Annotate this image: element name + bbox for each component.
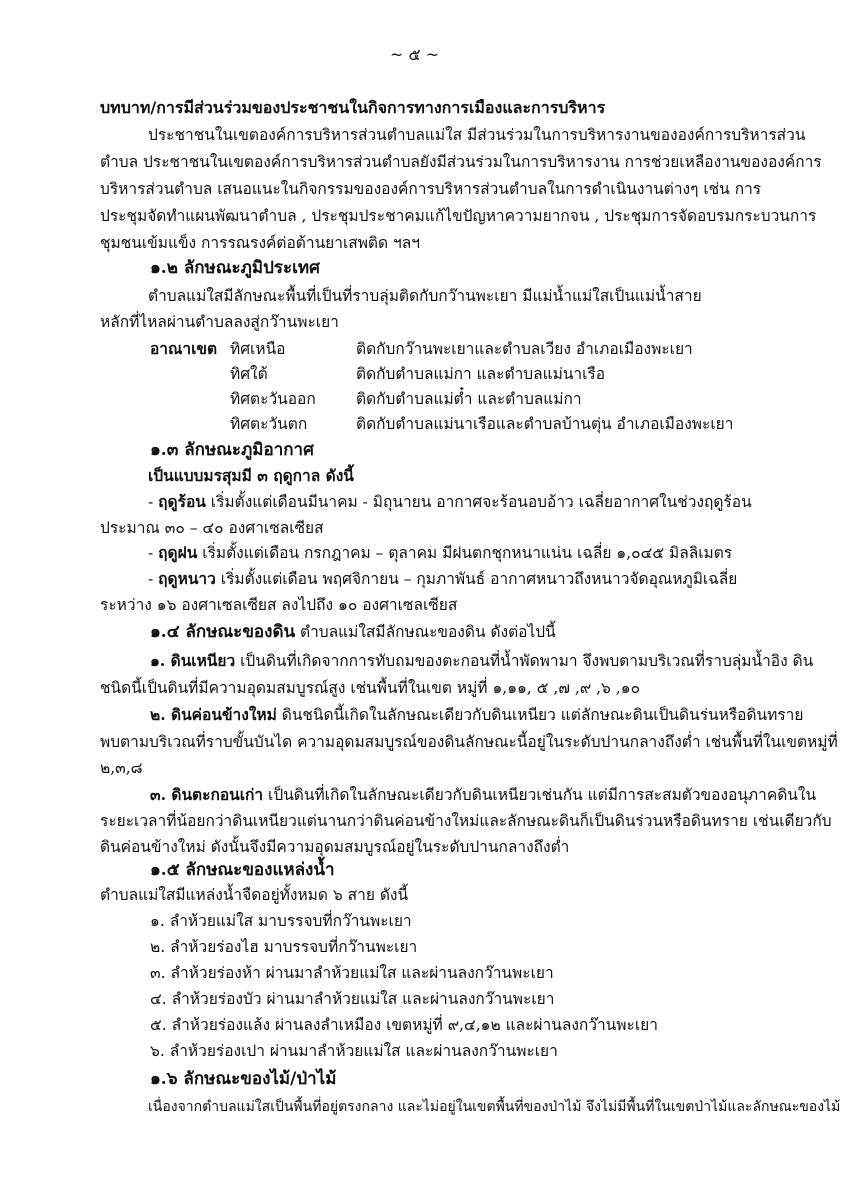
soil-line: ๒,๓,๘: [100, 759, 143, 777]
season-dash: -: [148, 544, 159, 562]
soil-text: เป็นดินที่เกิดในลักษณะเดียวกับดินเหนียวเช่นกัน แต่มีการสะสมตัวของอนุภาคดินใน: [263, 786, 817, 804]
boundary-direction: ทิศเหนือ: [230, 340, 286, 358]
season-name: ฤดูหนาว: [158, 569, 216, 588]
water-heading: ๑.๕ ลักษณะของแหล่งน้ำ: [150, 860, 335, 880]
soil-text: ดินชนิดนี้เกิดในลักษณะเดียวกับดินเหนียว แต่ลักษณะดินเป็นดินร่นหรือดินทราย: [276, 706, 804, 724]
boundary-description: ติดกับตำบลแม่กา และตำบลแม่นาเรือ: [356, 365, 606, 383]
season-continuation: ประมาณ ๓๐ – ๔๐ องศาเซลเซียส: [100, 519, 324, 537]
boundary-description: ติดกับตำบลแม่นาเรือและตำบลบ้านตุ่น อำเภอเมืองพะเยา: [356, 415, 734, 433]
soil-heading: ๑.๔ ลักษณะของดิน: [150, 622, 296, 642]
role-line: ชุมชนเข้มแข็ง การรณรงค์ต่อต้านยาเสพติด ฯลฯ: [100, 234, 420, 252]
geography-line: ตำบลแม่ใสมีลักษณะพื้นที่เป็นที่ราบลุ่มติดกับกว๊านพะเยา มีแม่น้ำแม่ใสเป็นแม่น้ำสาย: [148, 287, 702, 305]
season-text: เริ่มตั้งแต่เดือนมีนาคม - มิถุนายน อากาศจะร้อนอบอ้าว เฉลี่ยอากาศในช่วงฤดูร้อน: [205, 493, 752, 511]
water-item: ๒. ลำห้วยร่องไฮ มาบรรจบที่กว๊านพะเยา: [150, 938, 418, 956]
forest-heading: ๑.๖ ลักษณะของไม้/ป่าไม้: [150, 1069, 337, 1089]
soil-text: เป็นดินที่เกิดจากการทับถมของตะกอนที่น้ำพัดพามา จึงพบตามบริเวณที่ราบลุ่มน้ำอิง ดิน: [235, 652, 814, 670]
water-item: ๖. ลำห้วยร่องเปา ผ่านมาลำห้วยแม่ใส และผ่านลงกว๊านพะเยา: [150, 1042, 558, 1060]
climate-heading: ๑.๓ ลักษณะภูมิอากาศ: [150, 440, 314, 460]
boundary-label: อาณาเขต: [150, 339, 218, 358]
water-item: ๔. ลำห้วยร่องบัว ผ่านมาลำห้วยแม่ใส และผ่านลงกว๊านพะเยา: [150, 990, 555, 1008]
page-number: ~ ๕ ~: [390, 45, 440, 64]
boundary-description: ติดกับกว๊านพะเยาและตำบลเวียง อำเภอเมืองพะเยา: [356, 340, 693, 358]
boundary-direction: ทิศตะวันตก: [230, 415, 308, 433]
role-heading: บทบาท/การมีส่วนร่วมของประชาชนในกิจการทางการเมืองและการบริหาร: [100, 98, 606, 117]
season-name: ฤดูร้อน: [158, 492, 206, 511]
forest-line: เนื่องจากตำบลแม่ใสเป็นพื้นที่อยู่ตรงกลาง และไม่อยู่ในเขตพื้นที่ของป่าไม้ จึงไม่มีพื้นที่ในเขตป่าไม้และลักษณะของไม้: [148, 1099, 841, 1115]
water-item: ๑. ลำห้วยแม่ใส มาบรรจบที่กว๊านพะเยา: [150, 912, 412, 930]
season-summer: [148, 492, 752, 512]
season-dash: -: [148, 493, 159, 511]
role-line: ประชาชนในเขตองค์การบริหารส่วนตำบลแม่ใส มีส่วนร่วมในการบริหารงานขององค์การบริหารส่วน: [148, 126, 806, 144]
soil-line: ดินค่อนข้างใหม่ ดังนั้นจึงมีความอุดมสมบูรณ์อยู่ในระดับปานกลางถึงต่ำ: [100, 838, 570, 856]
boundary-direction: ทิศใต้: [230, 365, 268, 383]
soil-item: [150, 651, 813, 671]
season-continuation: ระหว่าง ๑๖ องศาเซลเซียส ลงไปถึง ๑๐ องศาเซลเซียส: [100, 596, 458, 614]
season-name: ฤดูฝน: [158, 543, 198, 562]
season-text: เริ่มตั้งแต่เดือน พฤศจิกายน – กุมภาพันธ์ อากาศหนาวถึงหนาวจัดอุณหภูมิเฉลี่ย: [215, 570, 738, 588]
role-line: บริหารส่วนตำบล เสนอแนะในกิจกรรมขององค์การบริหารส่วนตำบลในการดำเนินงานต่างๆ เช่น การ: [100, 180, 762, 198]
water-intro: ตำบลแม่ใสมีแหล่งน้ำจืดอยู่ทั้งหมด ๖ สาย ดังนี้: [100, 886, 409, 904]
role-line: ตำบล ประชาชนในเขตองค์การบริหารส่วนตำบลยังมีส่วนร่วมในการบริหารงาน การช่วยเหลืองานขององค์การ: [100, 153, 822, 171]
soil-item: [150, 705, 803, 725]
water-item: ๕. ลำห้วยร่องแล้ง ผ่านลงลำเหมือง เขตหมู่ที่ ๙,๔,๑๒ และผ่านลงกว๊านพะเยา: [150, 1016, 658, 1034]
season-dash: -: [148, 570, 159, 588]
soil-name: ๓. ดินตะกอนเก่า: [150, 785, 264, 804]
soil-line: ชนิดนี้เป็นดินที่มีความอุดมสมบูรณ์สูง เช่นพื้นที่ในเขต หมู่ที่ ๑,๑๑, ๕ ,๗ ,๙ ,๖ ,๑๐: [100, 679, 641, 697]
geography-heading: ๑.๒ ลักษณะภูมิประเทศ: [150, 258, 320, 278]
boundary-direction: ทิศตะวันออก: [230, 390, 316, 408]
soil-line: ระยะเวลาที่น้อยกว่าดินเหนียวแต่นานกว่าดินค่อนข้างใหม่และลักษณะดินก็เป็นดินร่วนหรือดินทราย เช่นเดียวกับ: [100, 812, 832, 830]
soil-name: ๑. ดินเหนียว: [150, 651, 236, 670]
soil-line: พบตามบริเวณที่ราบขั้นบันได ความอุดมสมบูรณ์ของดินลักษณะนี้อยู่ในระดับปานกลางถึงต่ำ เช่นพื้นที่ในเขตหมู่ที่: [100, 733, 838, 751]
water-item: ๓. ลำห้วยร่องห้า ผ่านมาลำห้วยแม่ใส และผ่านลงกว๊านพะเยา: [150, 964, 554, 982]
geography-line: หลักที่ไหลผ่านตำบลลงสู่กว๊านพะเยา: [100, 313, 339, 331]
boundary-description: ติดกับตำบลแม่ต๋ำ และตำบลแม่กา: [356, 390, 582, 408]
soil-heading-line: [150, 622, 556, 642]
soil-heading-tail: ตำบลแม่ใสมีลักษณะของดิน ดังต่อไปนี้: [295, 623, 556, 641]
soil-name: ๒. ดินค่อนข้างใหม่: [150, 705, 277, 724]
season-text: เริ่มตั้งแต่เดือน กรกฎาคม – ตุลาคม มีฝนตกชุกหนาแน่น เฉลี่ย ๑,๐๔๕ มิลลิเมตร: [197, 544, 733, 562]
season-rainy: [148, 543, 732, 563]
soil-item: [150, 785, 816, 805]
role-line: ประชุมจัดทำแผนพัฒนาตำบล , ประชุมประชาคมแก้ไขปัญหาความยากจน , ประชุมการจัดอบรมกระบวนการ: [100, 207, 817, 225]
climate-subheading: เป็นแบบมรสุมมี ๓ ฤดูกาล ดังนี้: [148, 466, 354, 485]
season-winter: [148, 569, 737, 589]
